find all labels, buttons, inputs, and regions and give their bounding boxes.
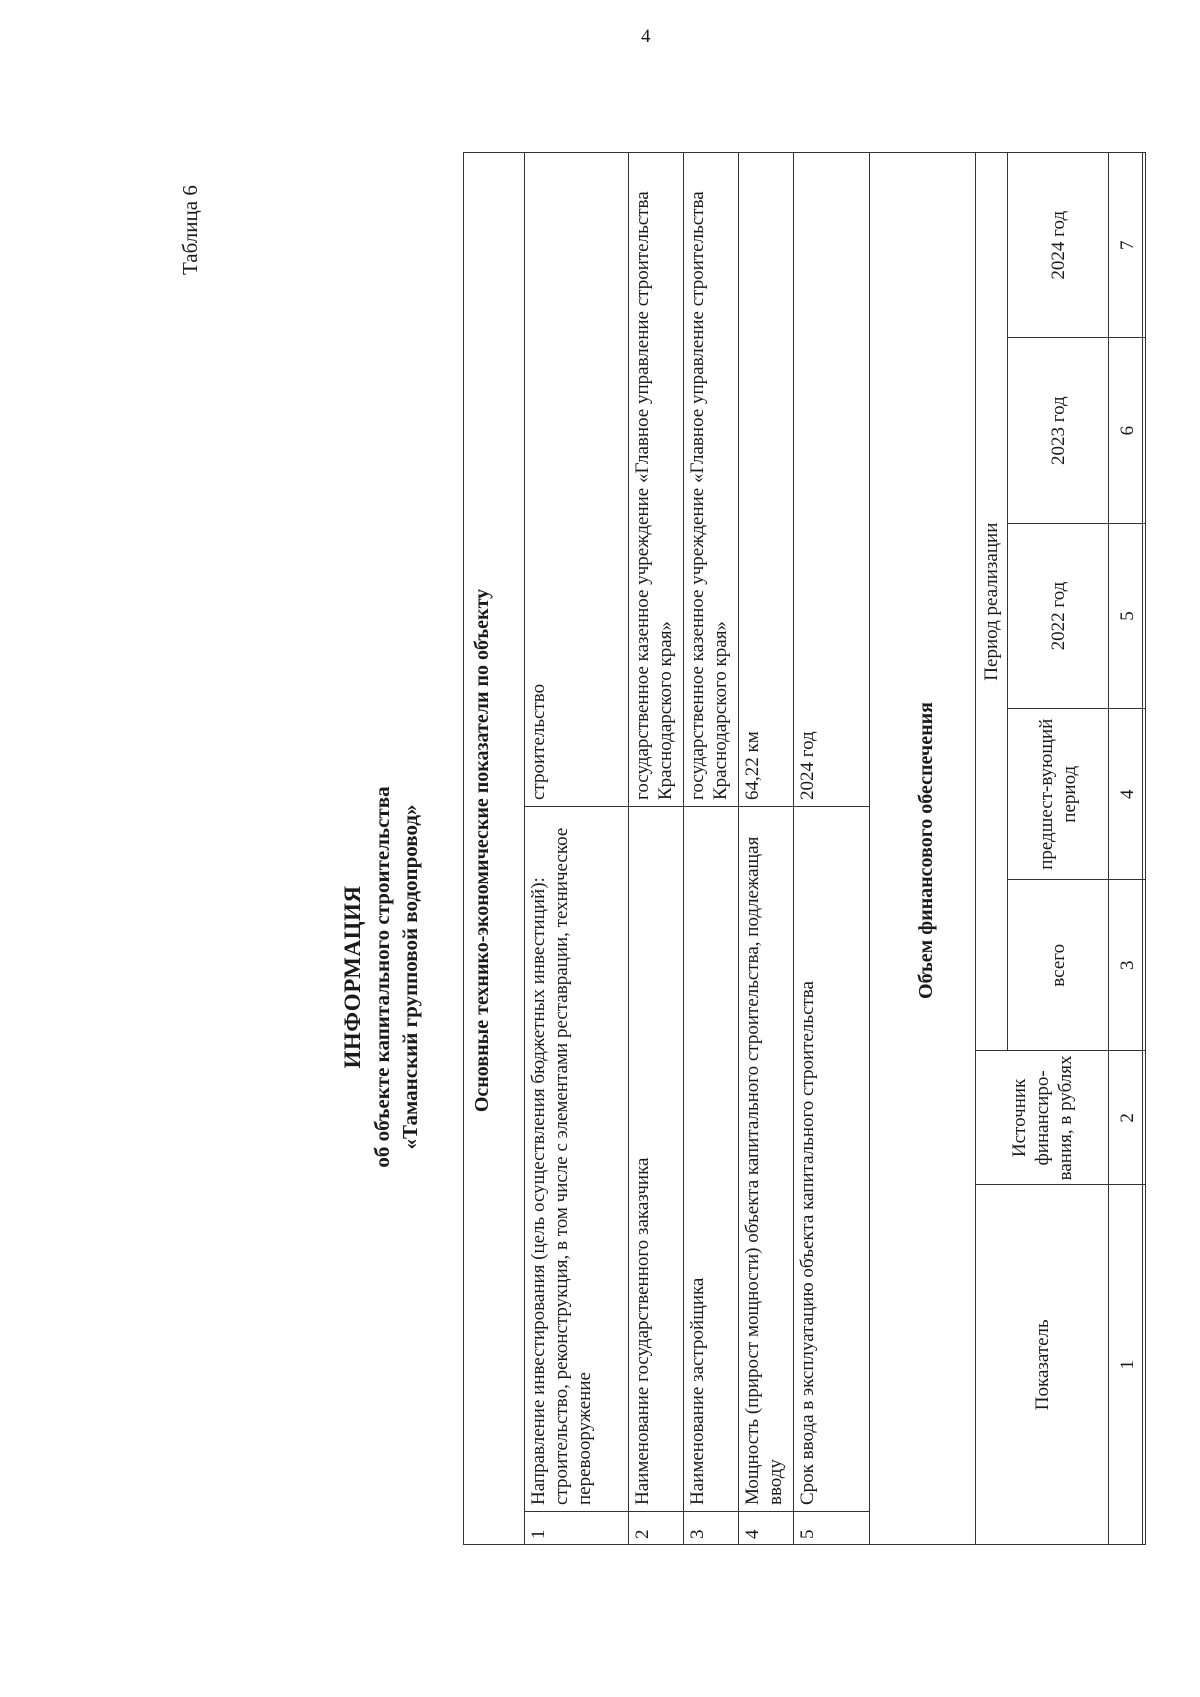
- header-source: Источник финансиро-вания, в рублях: [976, 1051, 1109, 1185]
- row-value: 2024 год: [794, 153, 870, 807]
- column-number-row: [1109, 153, 1146, 1545]
- row-value: государственное казенное учреждение «Главное управление строительства Краснодарского края»: [629, 153, 684, 807]
- header-period: Период реализации: [976, 153, 1008, 1051]
- header-total: всего: [1008, 880, 1109, 1051]
- column-number: 4: [1109, 709, 1146, 880]
- table-row: [794, 153, 870, 1545]
- section-title-indicators: Основные технико-экономические показатели по объекту: [471, 588, 493, 1113]
- financing-table: [975, 152, 1146, 1545]
- header-year-2023: 2023 год: [1008, 338, 1109, 523]
- header-year-2024: 2024 год: [1008, 153, 1109, 338]
- column-number: 7: [1109, 153, 1146, 338]
- column-number: 6: [1109, 338, 1146, 523]
- header-indicator: Показатель: [976, 1185, 1109, 1545]
- row-number: 3: [684, 1512, 739, 1545]
- row-value: 64,22 км: [739, 153, 794, 807]
- header-year-2022: 2022 год: [1008, 523, 1109, 708]
- page-number: 4: [641, 26, 651, 47]
- column-number: 1: [1109, 1185, 1146, 1545]
- row-label: Направление инвестирования (цель осуществления бюджетных инвестиций): строительство, реконструкция, в том числе с элементами реставрации, техническое перевооружение: [525, 807, 629, 1512]
- row-label: Наименование государственного заказчика: [629, 807, 684, 1512]
- column-number: 5: [1109, 523, 1146, 708]
- section-title-financing: Объем финансового обеспечения: [915, 702, 937, 999]
- row-number: 5: [794, 1512, 870, 1545]
- column-number: 3: [1109, 880, 1146, 1051]
- row-label: Срок ввода в эксплуатацию объекта капитального строительства: [794, 807, 870, 1512]
- header-previous-period: предшест-вующий период: [1008, 709, 1109, 880]
- row-number: 4: [739, 1512, 794, 1545]
- row-value: строительство: [525, 153, 629, 807]
- object-name: «Таманский групповой водопровод»: [398, 804, 422, 1150]
- table-row: [684, 153, 739, 1545]
- indicators-table: [524, 152, 870, 1545]
- title-subtitle: об объекте капитального строительства: [370, 786, 394, 1168]
- row-label: Наименование застройщика: [684, 807, 739, 1512]
- document-title: [337, 577, 424, 1377]
- table-label: Таблица 6: [178, 185, 202, 275]
- table-header-row: [976, 153, 1008, 1545]
- table-row: [629, 153, 684, 1545]
- row-label: Мощность (прирост мощности) объекта капитального строительства, подлежащая вводу: [739, 807, 794, 1512]
- table-row: [525, 153, 629, 1545]
- row-number: 1: [525, 1512, 629, 1545]
- row-number: 2: [629, 1512, 684, 1545]
- column-number: 2: [1109, 1051, 1146, 1185]
- table-row: [739, 153, 794, 1545]
- row-value: государственное казенное учреждение «Главное управление строительства Краснодарского края»: [684, 153, 739, 807]
- title-main: ИНФОРМАЦИЯ: [340, 885, 365, 1069]
